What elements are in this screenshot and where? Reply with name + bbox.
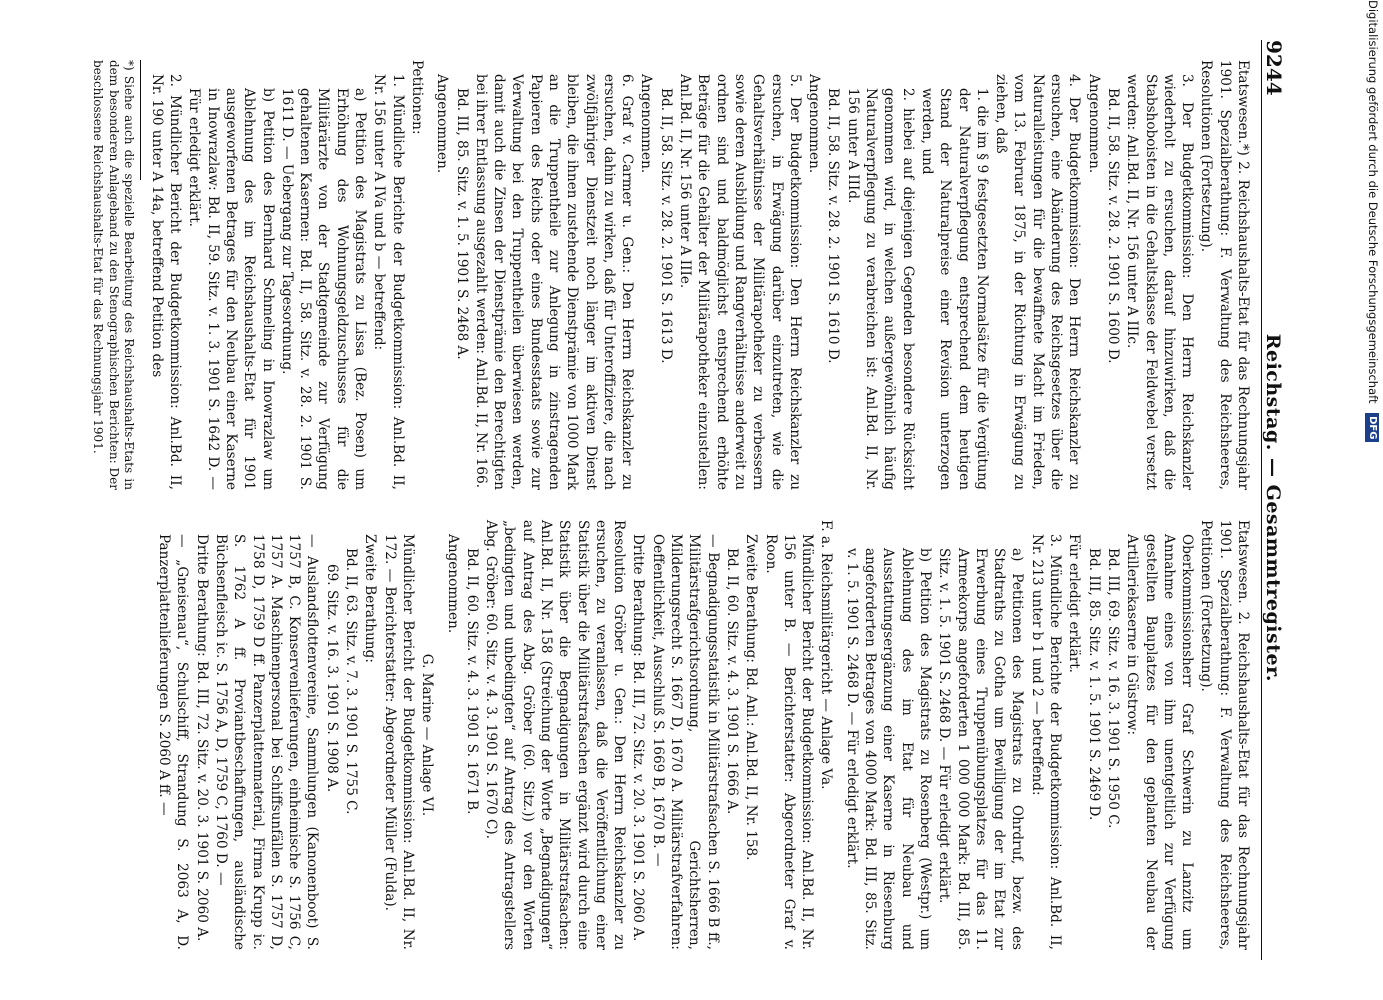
footnote-rule — [140, 60, 141, 180]
text-paragraph: b) Petition des Bernhard Schmeling in Inowrazlaw um Ablehnung des im Reichshaushalts-Etat für 1901 ausgeworfenen Betrages für den Neubau einer Kaserne in Inowrazlaw: Bd. II, 59. Sitz. v. 1. 3. 1901 S. 1642 D. — Für erledigt erklärt. — [186, 88, 276, 490]
text-paragraph: Angenommen. — [806, 74, 823, 174]
paragraph-gap — [835, 520, 841, 950]
text-paragraph: 1. Mündliche Berichte der Budgetkommission: Anl.Bd. II, Nr. 156 unter A IVa und b — betreffend: — [371, 74, 406, 490]
paragraph-gap — [436, 520, 442, 950]
text-paragraph: Bd. II, 58. Sitz. v. 28. 2. 1901 S. 1600 D. — [1104, 88, 1121, 364]
text-paragraph: Zweite Berathung: — [362, 534, 379, 663]
text-paragraph: 3. Der Budgetkommission: Den Herrn Reichskanzler wiederholt zu ersuchen, darauf hinzuwirken, daß die Stabshoboisten in die Gehaltsklasse der Feldwebel versetzt werden: Anl.Bd. II, Nr. 156 unter A IIIc. — [1124, 74, 1196, 490]
text-paragraph: Bd. III, 85. Sitz. v. 1. 5. 1901 S. 2469 D. — [1085, 548, 1102, 821]
text-paragraph: Für erledigt erklärt. — [1066, 534, 1083, 673]
text-paragraph: 2. Mündlicher Bericht der Budgetkommission: Anl.Bd. II, Nr. 190 unter A 14a, betreffend Petition des — [148, 74, 184, 490]
text-paragraph: — Begnadigungsstatistik in Militärstrafsachen S. 1666 B ff., Militärstrafgerichtsordnung, Gerichtsherren, Milderungsrecht S. 1667 D, 1670 A. Militärstrafverfahren: Oeffentlichkeit, Ausschluß S. 1669 B, 1670 B. — — [649, 534, 721, 950]
text-paragraph: Petitionen: — [408, 60, 425, 135]
text-paragraph: Dritte Berathung: Bd. III, 72. Sitz. v. 20. 3. 1901 S. 2060 A. — [193, 534, 210, 942]
text-paragraph: Bd. II, 58. Sitz. v. 28. 2. 1901 S. 1610 D. — [825, 88, 842, 364]
text-paragraph: b) Petition des Magistrats zu Rosenberg (Westpr.) um Ablehnung des im Etat für Neubau und Ausstattungsergänzung einer Kaserne in Riesenburg angeforderten Betrages von 4000 Mark: Bd. III, 85. Sitz. v. 1. 5. 1901 S. 2468 D. — Für erledigt erklärt. — [843, 548, 933, 950]
page-number: 9244 — [1262, 40, 1286, 96]
text-paragraph: 6. Graf v. Carmer u. Gen.: Den Herrn Reichskanzler zu ersuchen, dahin zu wirken, daß für Unteroffiziere, die nach zwölfjähriger Dienstzeit noch länger im aktiven Dienst bleiben, die ihnen zustehende Dienstprämie von 1000 Mark an die Truppentheile zur Anlegung in zinstragenden Papieren des Reichs oder eines Bundesstaats sowie zur Verwaltung bei den Truppentheilen überwiesen werden, damit auch die Zinsen der Dienstprämie den Berechtigten bei ihrer Entlassung ausgezahlt werden: Anl.Bd. II, Nr. 166. — [472, 74, 636, 490]
text-paragraph: Dritte Berathung: Bd. III, 72. Sitz. v. 20. 3. 1901 S. 2060 A. — [630, 534, 647, 942]
text-paragraph: — Auslandsflottenvereine, Sammlungen (Kanonenboot) S. 1757 B, C. Konservenlieferungen, einheimische S. 1756 C, 1757 A. Maschinenpersonal bei Schiffsunfällen S. 1757 D, 1758 D, 1759 D ff. Panzerplattenmaterial, Firma Krupp ic. S. 1762 A ff. Proviantbeschaffungen, ausländische Büchsenfleisch ic. S. 1756 A, D, 1759 C, 1760 D. — — [212, 534, 321, 950]
text-paragraph: Angenommen. — [434, 74, 451, 174]
text-paragraph: 2. hiebei auf diejenigen Gegenden besondere Rücksicht genommen wird, in welchen außergewöhnlich häufig Naturalverpflegung zu verabreichen ist: Anl.Bd. II, Nr. 156 unter A IIId. — [844, 88, 916, 490]
text-paragraph: a) Petitionen des Magistrats zu Ohrdruf, bezw. des Stadtraths zu Gotha um Bewilligung der im Etat zur Erwerbung eines Truppenübungsplatzes für das 11. Armeekorps angeforderten 1 000 000 Mark: Bd. III, 85. Sitz. v. 1. 5. 1901 S. 2468 D. — Für erledigt erklärt. — [936, 548, 1026, 950]
dfg-logo: DFG — [1366, 413, 1380, 442]
digitization-credit-strip — [1363, 0, 1383, 1000]
text-paragraph: 1. die im § 9 festgesetzten Normalsätze für die Vergütung der Naturalverpflegung entsprechend dem heutigen Stand der Naturalpreise einer Revision unterzogen werden, und — [918, 88, 990, 490]
page-header — [1261, 40, 1302, 960]
page-title: Reichstag. — Gesammtregister. — [1262, 333, 1284, 682]
text-paragraph: Bd. II, 60. Sitz. v. 4. 3. 1901 S. 1671 B. — [463, 548, 480, 815]
text-paragraph: — „Gneisenau“, Schulschiff, Strandung S. 2063 A, D. Panzerplattenlieferungen S. 2060 A ff. — — [156, 534, 191, 950]
text-paragraph: 5. Der Budgetkommission: Den Herrn Reichskanzler zu ersuchen, in Erwägung darüber einzutreten, wie die Gehaltsverhältnisse der Militärapotheker zu verbessern sowie deren Ausbildung und Rangverhältnisse anderweit zu ordnen sind und baldmöglichst entsprechend erhöhte Beträge für die Gehälter der Militärapotheker einzustellen: Anl.Bd. II, Nr. 156 unter A IIIe. — [677, 74, 803, 490]
right-column — [154, 520, 1252, 950]
digitization-credit — [1363, 0, 1383, 1000]
text-paragraph: Mündlicher Bericht der Budgetkommission: Anl.Bd. II, Nr. 172. — Berichterstatter: Abgeordneter Müller (Fulda). — [381, 534, 416, 950]
text-paragraph: Bd. II, 63. Sitz. v. 7. 3. 1901 S. 1755 C. — [343, 548, 360, 815]
text-paragraph: Bd. II, 60. Sitz. v. 4. 3. 1901 S. 1666 A. — [723, 548, 740, 815]
text-paragraph: Mündlicher Bericht der Budgetkommission: Anl.Bd. II, Nr. 156 unter B. — Berichterstatter: Abgeordneter Graf v. Roon. — [762, 534, 816, 950]
text-paragraph: G. Marine — Anlage VI. — [419, 653, 436, 817]
text-paragraph: 4. Der Budgetkommission: Den Herrn Reichskanzler zu ersuchen, eine Abänderung des Reichsgesetzes über die Naturalleistungen für die bewaffnete Macht im Frieden, vom 13. Februar 1875, in der Richtung in Erwägung zu ziehen, daß — [993, 74, 1083, 490]
footnote: *) Siehe auch die spezielle Bearbeitung des Reichshaushalts-Etats in dem besonderen Anlageband zu den Stenographischen Berichten: Der beschlossene Reichshaushalts-Etat für das Rechnungsjahr 1901. — [91, 60, 137, 490]
text-paragraph: Bd. II, 58. Sitz. v. 28. 2. 1901 S. 1613 D. — [657, 88, 674, 364]
text-paragraph: Etatswesen.*) 2. Reichshaushalts-Etat für das Rechnungsjahr 1901. Spezialberathung: F. Verwaltung des Reichsheeres, Resolutionen (Fortsetzung). — [1198, 60, 1251, 490]
text-paragraph: Zweite Berathung: Bd. Anl.: Anl.Bd. II, Nr. 158. — [743, 534, 760, 861]
text-paragraph: Resolution Gröber u. Gen.: Den Herrn Reichskanzler zu ersuchen, zu veranlassen, daß die Veröffentlichung einer Statistik über die Militärstrafsachen ergänzt wird durch eine Statistik über die Begnadigungen in Militärstrafsachen: Anl.Bd. II, Nr. 158 (Streichung der Worte „Begnadigungen“ auf Antrag des Abg. Gröber (60. Sitz.)) vor den Worten „bedingten und unbedingten“ auf Antrag des Antragstellers Abg. Gröber: 60. Sitz. v. 4. 3. 1901 S. 1670 C). — [483, 520, 628, 950]
text-paragraph: F. a. Reichsmilitärgericht — Anlage Va. — [818, 520, 835, 790]
text-paragraph: Bd. III, 69. Sitz. v. 16. 3. 1901 S. 1950 C. — [1104, 548, 1121, 829]
text-paragraph: a) Petition des Magistrats zu Lissa (Bez. Posen) um Erhöhung des Wohnungsgeldzuschusses für die Militärärzte von der Stadtgemeinde zur Verfügung gehaltenen Kasernen: Bd. II, 58. Sitz. v. 28. 2. 1901 S. 1611 D. — Uebergang zur Tagesordnung. — [278, 88, 369, 490]
left-column — [90, 60, 1252, 490]
text-paragraph: Angenommen. — [1085, 74, 1102, 174]
credit-text: Digitalisierung gefördert durch die Deutsche Forschungsgemeinschaft — [1366, 0, 1380, 404]
text-paragraph: 69. Sitz. v. 16. 3. 1901 S. 1908 A. — [323, 564, 340, 793]
text-paragraph: Bd. III, 85. Sitz. v. 1. 5. 1901 S. 2468 A. — [453, 88, 470, 360]
text-paragraph: Angenommen. — [638, 74, 655, 174]
text-paragraph: Oberkommissionsherr Graf Schwerin zu Lanzitz um Annahme eines von ihm unentgeltlich zur Verfügung gestellten Bauplatzes für den geplanten Neubau der Artilleriekaserne in Güstrow: — [1124, 534, 1196, 950]
text-paragraph: 3. Mündliche Berichte der Budgetkommission: Anl.Bd. II, Nr. 213 unter b 1 und 2 — betreffend: — [1028, 534, 1064, 950]
text-paragraph: Angenommen. — [444, 534, 461, 634]
text-paragraph: Etatswesen. 2. Reichshaushalts-Etat für das Rechnungsjahr 1901. Spezialberathung: F. Verwaltung des Reichsheeres, Petitionen (Fortsetzung). — [1198, 520, 1251, 950]
paragraph-gap — [426, 60, 432, 490]
